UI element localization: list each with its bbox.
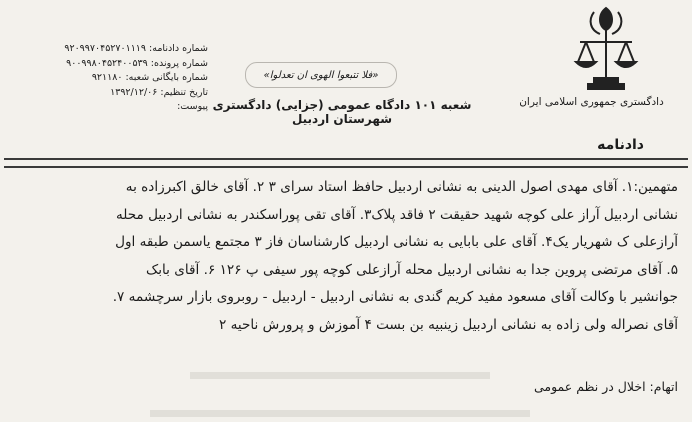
document-title: دادنامه <box>597 137 644 153</box>
body-line-3: آرازعلی ک شهریار یک۴. آقای علی بابایی به نشانی اردبیل کارشناسان فاز ۳ مجتمع یاسمن طبقه اول <box>115 234 678 250</box>
archive-number: شماره بایگانی شعبه: ۹۲۱۱۸۰ <box>91 72 208 83</box>
body-line-4: ۵. آقای مرتضی پروین جدا به نشانی اردبیل محله آرازعلی کوچه پور سیفی پ ۱۲۶ ۶. آقای بابک <box>146 261 678 278</box>
body-line-5: جوانشیر با وکالت آقای مسعود مفید کریم گندی به نشانی اردبیل - اردبیل - روبروی بازار سرچشمه ۷. <box>112 289 678 305</box>
bleed-through-text <box>190 372 490 379</box>
body-line-2: نشانی اردبیل آراز علی کوچه شهید حقیقت ۲ فاقد پلاک۳. آقای تقی پوراسکندر به نشانی اردبیل محله <box>115 206 678 223</box>
quran-verse-badge: «فلا تتبعوا الهوی ان تعدلوا» <box>245 62 397 88</box>
charge-line: اتهام: اخلال در نظم عمومی <box>533 379 678 394</box>
date-of-issue: تاریخ تنظیم: ۱۳۹۲/۱۲/۰۶ <box>110 86 208 98</box>
header-divider-top <box>4 158 688 160</box>
iran-emblem-scales-icon <box>572 4 640 92</box>
bleed-through-text <box>150 410 530 417</box>
case-metadata <box>8 42 208 115</box>
header-divider-bottom <box>4 166 688 168</box>
case-number: شماره پرونده: ۹۰۰۹۹۸۰۴۵۲۴۰۰۵۳۹ <box>66 57 208 69</box>
body-line-6: آقای نصراله ولی زاده به نشانی اردبیل زینبیه بن بست ۴ آموزش و پرورش ناحیه ۲ <box>218 316 678 333</box>
body-line-1: متهمین:۱. آقای مهدی اصول الدینی به نشانی اردبیل حافظ استاد سرای ۳ ۲. آقای خالق اکبرزاده به <box>125 179 678 195</box>
verdict-number: شماره دادنامه: ۹۲۰۹۹۷۰۴۵۲۷۰۱۱۱۹ <box>64 43 208 54</box>
defendants-paragraph <box>8 174 678 339</box>
attachment-label: پیوست: <box>177 101 208 112</box>
court-branch-title: شعبه ۱۰۱ دادگاه عمومی (جزایی) دادگستری شهرستان اردبیل <box>212 98 472 126</box>
country-judiciary-label: دادگستری جمهوری اسلامی ایران <box>519 96 664 108</box>
